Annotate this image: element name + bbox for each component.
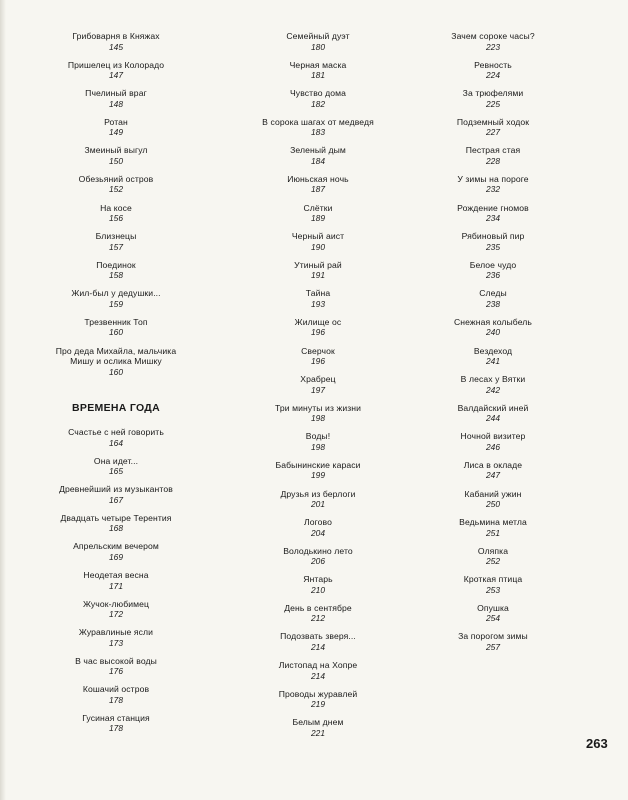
toc-entry-page: 221 bbox=[311, 727, 325, 738]
toc-entry bbox=[294, 260, 342, 289]
toc-entry bbox=[464, 574, 522, 603]
toc-entry-title: Володькино лето bbox=[283, 545, 353, 556]
toc-entry-page: 253 bbox=[486, 584, 500, 595]
toc-entry-title: Кабаний ужин bbox=[464, 488, 522, 499]
toc-entry-title: Вездеход bbox=[473, 345, 513, 356]
toc-entry bbox=[83, 570, 148, 599]
toc-entry-page: 173 bbox=[109, 637, 123, 648]
toc-entry-page: 235 bbox=[486, 241, 500, 252]
toc-entry-page: 225 bbox=[486, 98, 500, 109]
toc-entry-title: Черная маска bbox=[289, 59, 347, 70]
toc-entry-title: Воды! bbox=[305, 431, 331, 442]
toc-entry-page: 214 bbox=[311, 641, 325, 652]
toc-entry-title: Бабынинские караси bbox=[275, 459, 361, 470]
toc-entry bbox=[303, 203, 332, 232]
toc-entry-page: 198 bbox=[311, 413, 325, 424]
toc-entry-page: 156 bbox=[109, 213, 123, 224]
toc-entry bbox=[295, 317, 342, 346]
toc-entry-title: Про деда Михайла, мальчика Мишу и ослика Мишку bbox=[55, 345, 177, 367]
toc-entry-page: 190 bbox=[311, 241, 325, 252]
toc-entry-title: Обезьяний остров bbox=[78, 173, 154, 184]
toc-entry-title: В сорока шагах от медведя bbox=[262, 116, 374, 127]
toc-entry-title: Жилище ос bbox=[294, 316, 342, 327]
toc-entry-title: Ведьмина метла bbox=[459, 517, 527, 528]
toc-entry bbox=[59, 484, 173, 513]
toc-entry-title: Счастье с ней говорить bbox=[68, 427, 164, 438]
toc-entry-title: Близнецы bbox=[95, 231, 137, 242]
toc-entry-title: Листопад на Хопре bbox=[278, 660, 358, 671]
toc-entry-title: В час высокой воды bbox=[75, 655, 157, 666]
toc-entry bbox=[100, 203, 132, 232]
toc-entry-title: Июньская ночь bbox=[287, 173, 349, 184]
toc-entry-title: Проводы журавлей bbox=[278, 688, 358, 699]
toc-entry bbox=[279, 689, 358, 718]
toc-entry-page: 160 bbox=[109, 327, 123, 338]
toc-entry-page: 254 bbox=[486, 613, 500, 624]
toc-entry-page: 184 bbox=[311, 155, 325, 166]
toc-entry-title: Змеиный выгул bbox=[84, 145, 148, 156]
toc-entry-title: Трезвенник Топ bbox=[84, 316, 148, 327]
toc-entry-page: 197 bbox=[311, 384, 325, 395]
toc-entry bbox=[292, 717, 343, 746]
toc-column-1 bbox=[46, 31, 186, 742]
toc-entry-page: 241 bbox=[486, 356, 500, 367]
toc-entry-title: Ночной визитер bbox=[460, 431, 526, 442]
toc-entry-title: Зачем сороке часы? bbox=[451, 31, 535, 41]
toc-entry bbox=[79, 174, 154, 203]
toc-entry-title: Слётки bbox=[303, 202, 333, 213]
toc-entry-page: 251 bbox=[486, 527, 500, 538]
toc-entry-title: Неодетая весна bbox=[83, 570, 149, 580]
toc-entry-title: У зимы на пороге bbox=[457, 173, 529, 184]
toc-entry bbox=[461, 374, 526, 403]
toc-entry-title: На косе bbox=[100, 202, 132, 213]
toc-entry-title: Храбрец bbox=[300, 374, 336, 385]
toc-entry-title: Рождение гномов bbox=[457, 202, 529, 213]
toc-entry-title: Ревность bbox=[474, 59, 512, 70]
toc-entry bbox=[290, 88, 346, 117]
toc-entry-page: 246 bbox=[486, 441, 500, 452]
toc-entry bbox=[94, 456, 138, 485]
toc-entry-page: 227 bbox=[486, 127, 500, 138]
toc-entry-title: Пришелец из Колорадо bbox=[67, 59, 165, 70]
toc-entry-page: 247 bbox=[486, 470, 500, 481]
toc-entry-page: 148 bbox=[109, 98, 123, 109]
toc-entry-page: 187 bbox=[311, 184, 325, 195]
toc-entry-title: Утиный рай bbox=[294, 259, 342, 270]
toc-entry bbox=[474, 346, 512, 375]
toc-entry-page: 204 bbox=[311, 527, 325, 538]
toc-entry-title: Три минуты из жизни bbox=[274, 402, 362, 413]
page-number: 263 bbox=[586, 736, 608, 751]
toc-entry bbox=[457, 174, 528, 203]
toc-entry bbox=[477, 603, 509, 632]
toc-entry-title: Семейный дуэт bbox=[286, 31, 350, 41]
toc-entry-title: В лесах у Вятки bbox=[460, 374, 526, 385]
toc-entry bbox=[461, 431, 526, 460]
toc-entry-page: 198 bbox=[311, 441, 325, 452]
toc-entry-page: 145 bbox=[109, 41, 123, 52]
toc-entry-title: Подземный ходок bbox=[456, 116, 530, 127]
toc-entry-title: Лиса в окладе bbox=[463, 459, 523, 470]
toc-entry bbox=[459, 517, 527, 546]
toc-entry-title: Логово bbox=[304, 517, 332, 528]
toc-entry-page: 236 bbox=[486, 270, 500, 281]
toc-entry bbox=[306, 431, 330, 460]
toc-entry-page: 201 bbox=[311, 499, 325, 509]
toc-entry-page: 240 bbox=[486, 327, 500, 338]
toc-entry-title: День в сентябре bbox=[284, 602, 352, 613]
toc-entry-page: 228 bbox=[486, 155, 500, 166]
toc-entry-page: 234 bbox=[486, 213, 500, 224]
toc-entry-title: Друзья из берлоги bbox=[280, 488, 356, 499]
toc-entry bbox=[458, 403, 529, 432]
toc-entry-page: 189 bbox=[311, 213, 325, 224]
toc-entry-title: Янтарь bbox=[303, 574, 333, 585]
toc-entry bbox=[466, 145, 521, 174]
toc-entry-title: Валдайский иней bbox=[457, 402, 529, 413]
toc-entry-title: Опушка bbox=[477, 602, 509, 613]
toc-entry-title: Чувство дома bbox=[289, 88, 347, 99]
toc-entry bbox=[283, 546, 353, 575]
toc-entry bbox=[470, 260, 516, 289]
toc-entry-page: 223 bbox=[486, 41, 500, 52]
toc-entry bbox=[478, 546, 508, 575]
toc-entry-page: 252 bbox=[486, 556, 500, 567]
toc-entry-page: 150 bbox=[109, 155, 123, 166]
toc-entry-title: Зеленый дым bbox=[290, 145, 346, 156]
toc-entry-title: Следы bbox=[479, 288, 507, 299]
toc-entry bbox=[71, 288, 160, 317]
toc-entry bbox=[73, 541, 159, 570]
toc-entry bbox=[465, 489, 522, 518]
toc-entry-title: Белым днем bbox=[292, 717, 344, 728]
toc-entry bbox=[290, 60, 347, 89]
toc-entry-title: Рябиновый пир bbox=[461, 231, 525, 242]
toc-entry bbox=[104, 117, 128, 146]
toc-entry bbox=[287, 174, 349, 203]
toc-entry bbox=[306, 288, 330, 317]
toc-entry-title: Ротан bbox=[104, 116, 128, 127]
toc-entry bbox=[303, 574, 332, 603]
toc-entry-page: 250 bbox=[486, 499, 500, 509]
toc-entry-title: Снежная колыбель bbox=[454, 316, 532, 327]
toc-entry-page: 157 bbox=[109, 241, 123, 252]
toc-entry-page: 196 bbox=[311, 327, 325, 338]
toc-entry-title: Кошачий остров bbox=[82, 684, 150, 695]
toc-entry bbox=[96, 231, 137, 260]
toc-entry bbox=[82, 713, 149, 742]
toc-entry-page: 169 bbox=[109, 551, 123, 562]
section-heading: ВРЕМЕНА ГОДА bbox=[72, 401, 160, 414]
toc-entry-page: 158 bbox=[109, 270, 123, 281]
toc-entry-title: Оляпка bbox=[477, 545, 509, 556]
toc-entry bbox=[286, 31, 349, 60]
toc-entry bbox=[84, 317, 147, 346]
toc-entry-title: Она идет... bbox=[93, 455, 139, 466]
toc-entry-title: Двадцать четыре Терентия bbox=[60, 512, 172, 523]
toc-entry-page: 212 bbox=[311, 613, 325, 624]
toc-entry bbox=[284, 603, 352, 632]
toc-entry-title: Гусиная станция bbox=[82, 712, 150, 723]
toc-column-3 bbox=[425, 31, 561, 660]
toc-entry bbox=[474, 60, 512, 89]
page-gutter-shadow bbox=[0, 0, 6, 800]
toc-entry-title: Жил-был у дедушки... bbox=[71, 288, 161, 299]
toc-entry-page: 171 bbox=[109, 580, 123, 591]
toc-entry bbox=[454, 317, 532, 346]
toc-entry-page: 182 bbox=[311, 98, 325, 109]
toc-entry bbox=[280, 631, 356, 660]
toc-entry bbox=[292, 231, 344, 260]
toc-entry-title: Апрельским вечером bbox=[73, 541, 159, 552]
toc-entry bbox=[72, 31, 159, 60]
toc-entry-page: 191 bbox=[311, 270, 325, 281]
toc-entry-page: 181 bbox=[311, 70, 325, 81]
toc-entry-title: Поединок bbox=[96, 259, 136, 270]
toc-entry-title: Подозвать зверя... bbox=[280, 631, 356, 642]
toc-entry-page: 238 bbox=[486, 298, 500, 309]
toc-entry-title: За трюфелями bbox=[462, 88, 524, 99]
toc-entry bbox=[68, 60, 164, 89]
toc-entry bbox=[60, 513, 171, 542]
toc-entry bbox=[457, 117, 529, 146]
toc-entry-title: За порогом зимы bbox=[458, 631, 528, 642]
toc-entry-title: Кроткая птица bbox=[463, 574, 523, 585]
toc-entry-page: 152 bbox=[109, 184, 123, 195]
toc-entry-title: Белое чудо bbox=[469, 259, 517, 270]
toc-entry bbox=[301, 346, 335, 375]
toc-entry-title: Сверчок bbox=[301, 345, 335, 356]
toc-entry bbox=[85, 88, 147, 117]
toc-entry bbox=[300, 374, 335, 403]
toc-entry-title: Пестрая стая bbox=[465, 145, 521, 156]
toc-entry-page: 224 bbox=[486, 70, 500, 81]
toc-entry-page: 196 bbox=[311, 356, 325, 367]
toc-entry-page: 193 bbox=[311, 298, 325, 309]
toc-entry-page: 168 bbox=[109, 523, 123, 534]
toc-entry-page: 167 bbox=[109, 494, 123, 505]
toc-entry bbox=[68, 427, 164, 456]
toc-entry-title: Журавлиные ясли bbox=[78, 627, 154, 638]
toc-entry-page: 206 bbox=[311, 556, 325, 567]
toc-entry-page: 180 bbox=[311, 41, 325, 52]
toc-entry-page: 165 bbox=[109, 466, 123, 477]
toc-entry-page: 257 bbox=[486, 641, 500, 652]
toc-entry-title: Грибоварня в Княжах bbox=[72, 31, 160, 41]
toc-entry bbox=[83, 599, 149, 628]
toc-entry bbox=[275, 403, 361, 432]
toc-entry bbox=[479, 288, 507, 317]
toc-entry-page: 176 bbox=[109, 666, 123, 677]
toc-entry bbox=[83, 684, 149, 713]
toc-entry bbox=[46, 346, 186, 396]
toc-entry-page: 232 bbox=[486, 184, 500, 195]
toc-entry-title: Пчелиный враг bbox=[85, 88, 147, 99]
toc-entry bbox=[280, 489, 355, 518]
toc-entry-title: Древнейший из музыкантов bbox=[59, 484, 173, 495]
toc-entry-page: 210 bbox=[311, 584, 325, 595]
toc-entry bbox=[457, 203, 529, 232]
toc-entry bbox=[464, 460, 522, 489]
toc-entry-title: Тайна bbox=[305, 288, 331, 299]
toc-entry bbox=[451, 31, 534, 60]
toc-entry bbox=[304, 517, 332, 546]
toc-entry bbox=[96, 260, 135, 289]
toc-entry-page: 159 bbox=[109, 298, 123, 309]
toc-entry-page: 178 bbox=[109, 723, 123, 734]
toc-entry bbox=[462, 231, 525, 260]
toc-entry-page: 172 bbox=[109, 609, 123, 620]
toc-entry bbox=[75, 656, 157, 685]
toc-entry-page: 199 bbox=[311, 470, 325, 481]
toc-entry-page: 214 bbox=[311, 670, 325, 681]
toc-entry-page: 244 bbox=[486, 413, 500, 424]
toc-entry-page: 149 bbox=[109, 127, 123, 138]
toc-column-2 bbox=[233, 31, 403, 746]
toc-entry bbox=[275, 460, 360, 489]
toc-entry bbox=[79, 627, 153, 656]
toc-entry bbox=[290, 145, 346, 174]
toc-entry-page: 160 bbox=[109, 366, 123, 377]
toc-entry-page: 242 bbox=[486, 384, 500, 395]
toc-entry-page: 183 bbox=[311, 127, 325, 138]
toc-entry-page: 164 bbox=[109, 437, 123, 448]
toc-entry bbox=[84, 145, 147, 174]
toc-entry-title: Черный аист bbox=[291, 231, 345, 242]
toc-entry-title: Жучок-любимец bbox=[82, 598, 150, 609]
toc-entry bbox=[458, 631, 528, 660]
toc-entry bbox=[463, 88, 524, 117]
toc-entry bbox=[262, 117, 374, 146]
toc-entry-page: 178 bbox=[109, 694, 123, 705]
toc-entry bbox=[279, 660, 357, 689]
toc-entry-page: 147 bbox=[109, 70, 123, 81]
toc-entry-page: 219 bbox=[311, 699, 325, 710]
